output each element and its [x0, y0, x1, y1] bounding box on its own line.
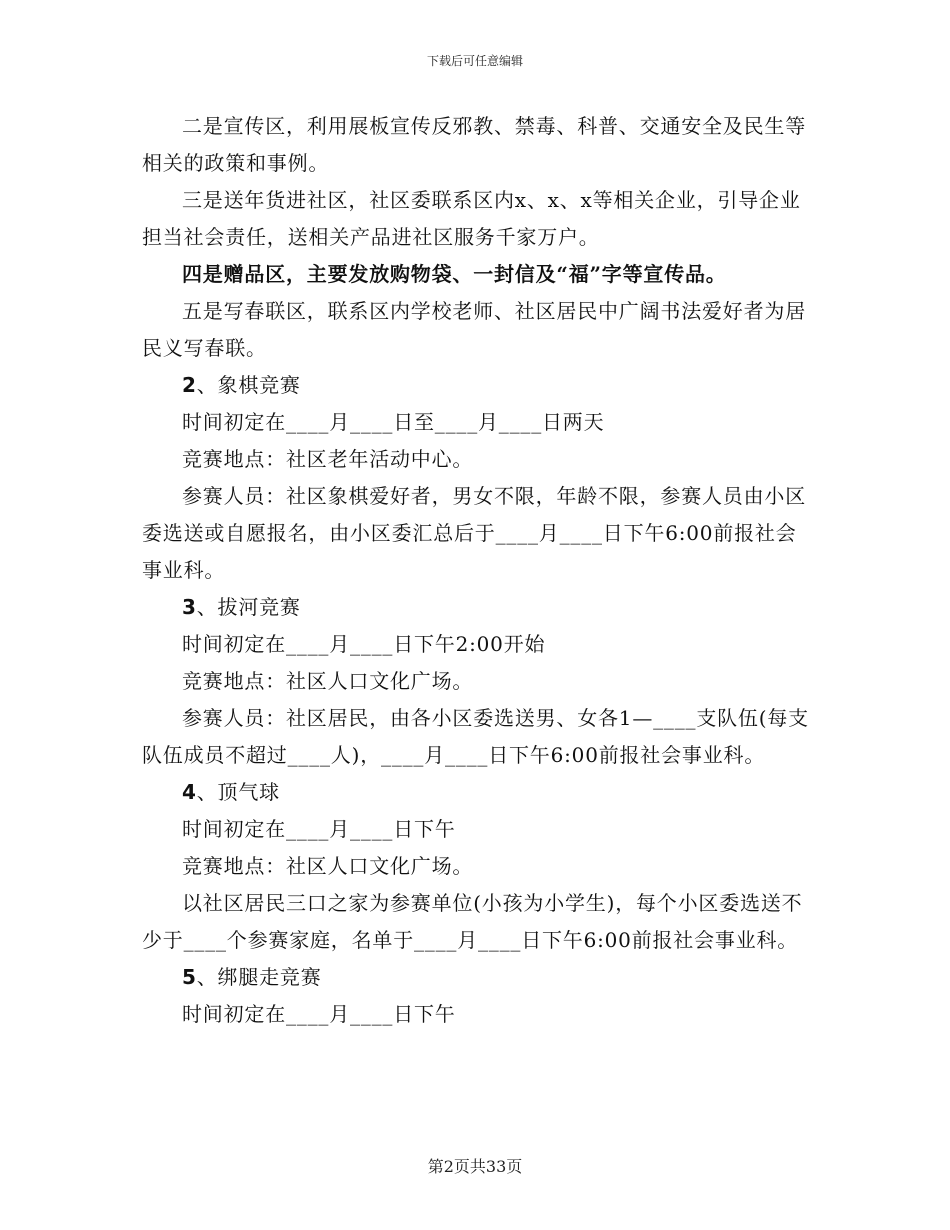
- section-number: 5: [182, 965, 197, 989]
- page-footer-number: 第2页共33页: [427, 1157, 523, 1176]
- section-heading-balloon: [142, 774, 810, 811]
- tug-of-war-place: 竞赛地点：社区人口文化广场。: [182, 669, 474, 693]
- balloon-place: 竞赛地点：社区人口文化广场。: [182, 854, 474, 878]
- section-title: 、绑腿走竞赛: [196, 965, 322, 989]
- balloon-participants: 以社区居民三口之家为参赛单位(小孩为小学生)，每个小区委选送不少于____个参赛家庭，名单于____月____日下午6:00前报社会事业科。: [142, 891, 803, 952]
- paragraph-couplet-zone: 五是写春联区，联系区内学校老师、社区居民中广阔书法爱好者为居民义写春联。: [142, 299, 806, 360]
- document-body: [142, 108, 810, 1033]
- chess-participants: 参赛人员：社区象棋爱好者，男女不限，年龄不限，参赛人员由小区委选送或自愿报名，由小区委汇总后于____月____日下午6:00前报社会事业科。: [142, 484, 806, 582]
- section-heading-chess: [142, 367, 810, 404]
- section-title: 、拔河竞赛: [196, 595, 301, 619]
- section-number: 3: [182, 595, 197, 619]
- section-heading-tug-of-war: [142, 589, 810, 626]
- paragraph-goods-to-community: 三是送年货进社区，社区委联系区内x、x、x等相关企业，引导企业担当社会责任，送相关产品进社区服务千家万户。: [142, 188, 801, 249]
- section-number: 4: [182, 780, 197, 804]
- section-title: 、顶气球: [196, 780, 280, 804]
- section-number: 2: [182, 373, 197, 397]
- three-legged-race-time: 时间初定在____月____日下午: [182, 1002, 456, 1026]
- tug-of-war-participants: 参赛人员：社区居民，由各小区委选送男、女各1—____支队伍(每支队伍成员不超过____人)，____月____日下午6:00前报社会事业科。: [142, 706, 809, 767]
- tug-of-war-time: 时间初定在____月____日下午2:00开始: [182, 632, 546, 656]
- chess-time: 时间初定在____月____日至____月____日两天: [182, 410, 605, 434]
- page-header-note: 下载后可任意编辑: [426, 54, 523, 68]
- chess-place: 竞赛地点：社区老年活动中心。: [182, 447, 474, 471]
- section-title: 、象棋竞赛: [196, 373, 301, 397]
- section-heading-three-legged-race: [142, 959, 810, 996]
- paragraph-gift-zone: 四是赠品区，主要发放购物袋、一封信及“福”字等宣传品。: [182, 262, 727, 286]
- balloon-time: 时间初定在____月____日下午: [182, 817, 456, 841]
- paragraph-publicity-zone: 二是宣传区，利用展板宣传反邪教、禁毒、科普、交通安全及民生等相关的政策和事例。: [142, 114, 806, 175]
